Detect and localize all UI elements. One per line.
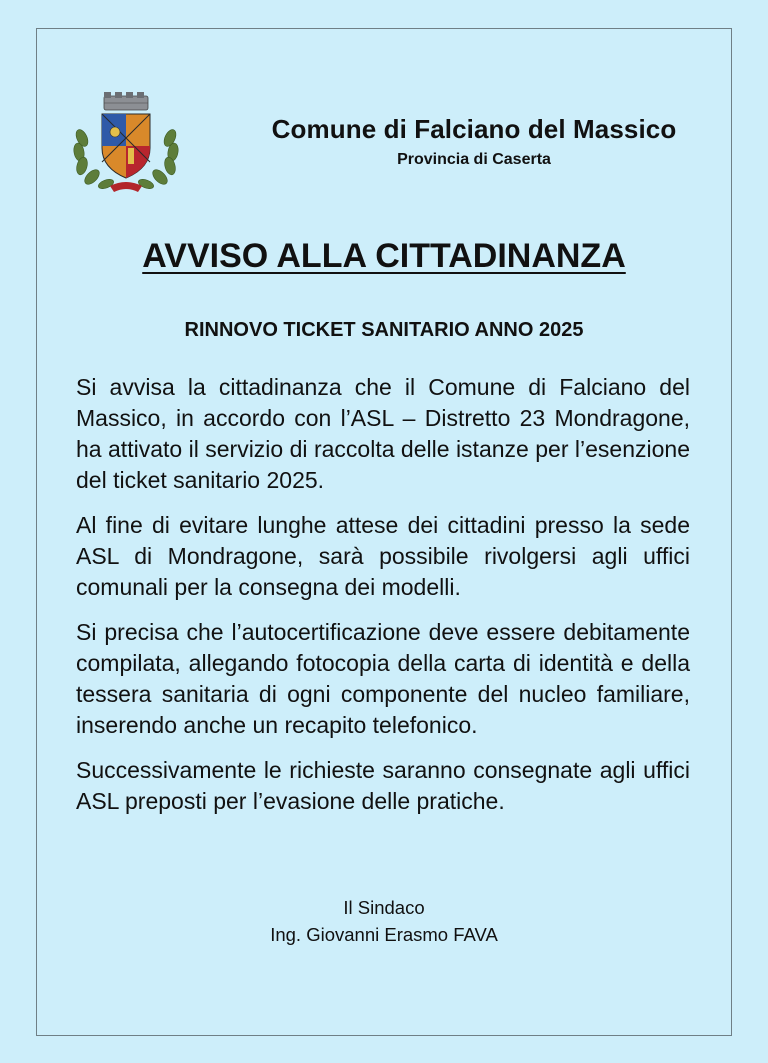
signatory-role: Il Sindaco xyxy=(343,897,425,918)
paragraph: Si avvisa la cittadinanza che il Comune di Falciano del Massico, in accordo con l’ASL – Distretto 23 Mondragone, ha attivato il servizio di raccolta delle istanze per l’esenzione del ticket sanitario 2025. xyxy=(76,374,690,493)
signatory-name: Ing. Giovanni Erasmo FAVA xyxy=(270,924,498,945)
notice-title: AVVISO ALLA CITTADINANZA xyxy=(142,237,626,275)
province-subtitle: Provincia di Caserta xyxy=(397,151,551,168)
signature-block xyxy=(0,894,768,948)
notice-body xyxy=(76,372,690,831)
paragraph: Successivamente le richieste saranno consegnate agli uffici ASL preposti per l’evasione delle pratiche. xyxy=(76,757,690,814)
municipal-coat-of-arms-icon xyxy=(70,92,182,194)
paragraph: Al fine di evitare lunghe attese dei cittadini presso la sede ASL di Mondragone, sarà possibile rivolgersi agli uffici comunali per la consegna dei modelli. xyxy=(76,512,690,600)
notice-subject: RINNOVO TICKET SANITARIO ANNO 2025 xyxy=(184,319,584,341)
paragraph: Si precisa che l’autocertificazione deve essere debitamente compilata, allegando fotocopia della carta di identità e della tessera sanitaria di ogni componente del nucleo familiare, inserendo anche un recapito telefonico. xyxy=(76,619,690,738)
municipality-title: Comune di Falciano del Massico xyxy=(271,114,677,144)
